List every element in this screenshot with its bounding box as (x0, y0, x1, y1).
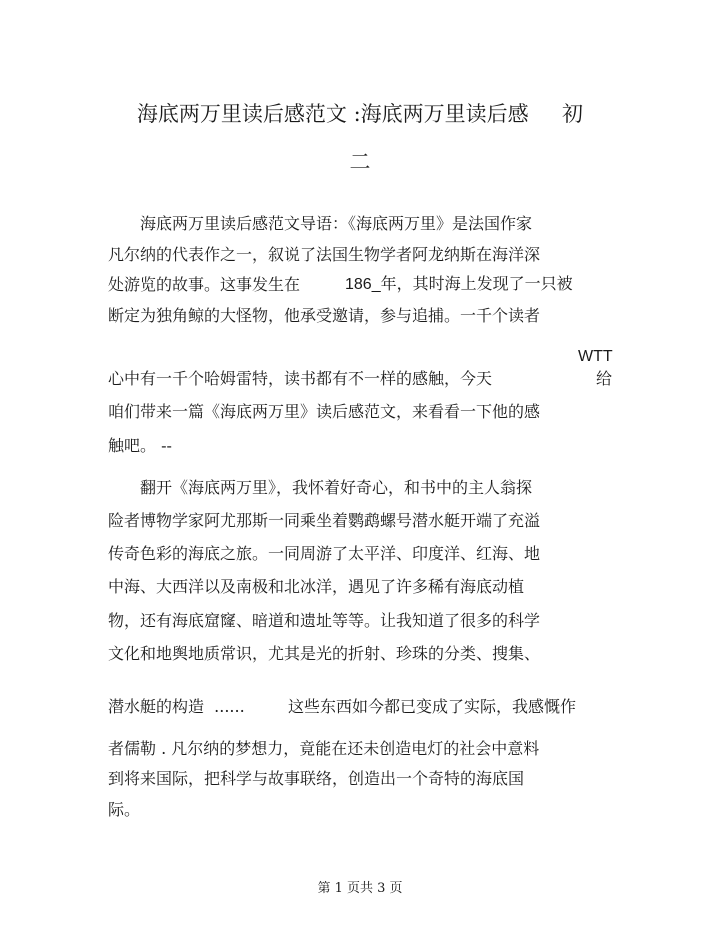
text-line: 物，还有海底窟窿、暗道和遗址等等。让我知道了很多的科学 (108, 611, 541, 630)
text-line: WTT (578, 348, 613, 365)
text-line: 咱们带来一篇《海底两万里》读后感范文，来看看一下他的感 (108, 402, 541, 421)
text-line: 凡尔纳的代表作之一，叙说了法国生物学者阿龙纳斯在海洋深 (108, 245, 541, 264)
text-line: 海底两万里读后感范文导语：《海底两万里》是法国作家 (140, 214, 533, 233)
text-line: 险者博物学家阿尤那斯一同乘坐着鹦鹉螺号潜水艇开端了充溢 (108, 511, 541, 530)
text-line: 际。 (108, 800, 141, 819)
text-line: 潜水艇的构造 ...... (108, 697, 245, 716)
text-line: 文化和地舆地质常识，尤其是光的折射、珍珠的分类、搜集、 (108, 644, 541, 663)
page-number: 第 1 页共 3 页 (317, 881, 403, 896)
text-line: 186_年，其时海上发现了一只被 (345, 276, 573, 293)
text-line: 心中有一千个哈姆雷特，读书都有不一样的感触，今天 (108, 369, 493, 388)
title-line-2: 二 (349, 150, 371, 174)
text-line: 给 (596, 369, 613, 388)
text-line: 触吧。 -- (108, 436, 172, 455)
text-line: 传奇色彩的海底之旅。一同周游了太平洋、印度洋、红海、地 (108, 544, 541, 563)
text-line: 这些东西如今都已变成了实际，我感慨作 (288, 697, 577, 716)
text-line: 断定为独角鲸的大怪物，他承受邀请，参与追捕。一千个读者 (108, 306, 541, 325)
text-line: 处游览的故事。这事发生在 (108, 275, 301, 294)
text-line: 中海、大西洋以及南极和北冰洋，遇见了许多稀有海底动植 (108, 577, 525, 596)
title-line-1: 海底两万里读后感范文 :海底两万里读后感 初 (136, 102, 584, 126)
text-line: 翻开《海底两万里》，我怀着好奇心，和书中的主人翁探 (140, 478, 533, 497)
text-line: 者儒勒 . 凡尔纳的梦想力，竟能在还未创造电灯的社会中意料 (108, 739, 540, 758)
text-line: 到将来国际，把科学与故事联络，创造出一个奇特的海底国 (108, 769, 525, 788)
